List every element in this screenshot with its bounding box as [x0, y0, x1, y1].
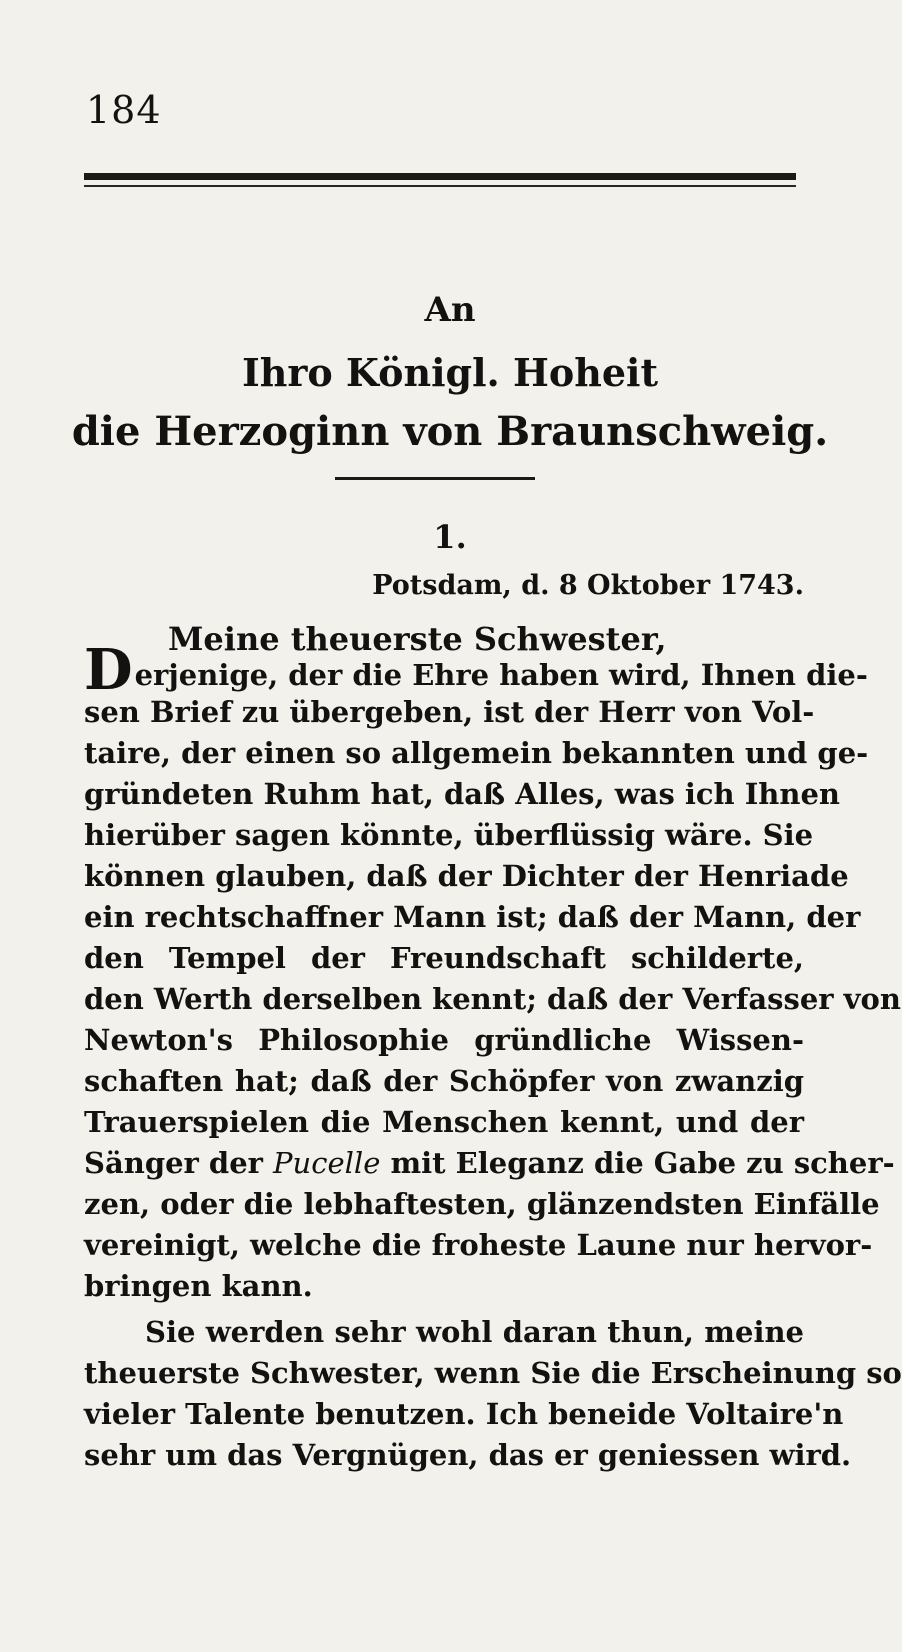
body-line: zen, oder die lebhaftesten, glänzendsten Einfälle [84, 1187, 880, 1221]
body-line: ein rechtschaffner Mann ist; daß der Mann, der [84, 900, 861, 934]
body-line: den Werth derselben kennt; daß der Verfasser von [84, 982, 901, 1016]
emphasized-title: Pucelle [273, 1146, 381, 1180]
body-line: bringen kann. [84, 1269, 313, 1303]
body-line: den Tempel der Freundschaft schilderte, [84, 941, 804, 975]
section-divider [335, 477, 535, 480]
body-line: gründeten Ruhm hat, daß Alles, was ich Ihnen [84, 777, 840, 811]
heading-title: Ihro Königl. Hoheit [241, 350, 659, 395]
line-text: Sänger der [84, 1146, 263, 1180]
body-line: Trauerspielen die Menschen kennt, und der [84, 1105, 804, 1139]
dateline: Potsdam, d. 8 Oktober 1743. [372, 570, 804, 601]
heading-subtitle: die Herzoginn von Braunschweig. [71, 408, 829, 455]
letter-number: 1. [433, 518, 467, 556]
body-line: hierüber sagen könnte, überflüssig wäre. Sie [84, 818, 814, 852]
body-line: Newton's Philosophie gründliche Wissen- [84, 1023, 804, 1057]
body-line: theuerste Schwester, wenn Sie die Erscheinung so [84, 1356, 902, 1390]
body-line [84, 1141, 895, 1185]
body-line: schaften hat; daß der Schöpfer von zwanzig [84, 1064, 804, 1098]
body-line: sen Brief zu übergeben, ist der Herr von Vol- [84, 695, 815, 729]
salutation: Meine theuerste Schwester, [168, 620, 667, 658]
body-line: taire, der einen so allgemein bekannten und ge- [84, 736, 869, 770]
body-line: Sie werden sehr wohl daran thun, meine [145, 1315, 804, 1349]
header-rule-thick [84, 173, 796, 180]
body-line: können glauben, daß der Dichter der Henriade [84, 859, 849, 893]
line-text: erjenige, der die Ehre haben wird, Ihnen die- [134, 658, 868, 692]
line-text: mit Eleganz die Gabe zu scher- [390, 1146, 895, 1180]
body-line: vereinigt, welche die froheste Laune nur hervor- [84, 1228, 873, 1262]
page-number: 184 [86, 88, 162, 132]
drop-cap: D [84, 637, 133, 703]
body-line: sehr um das Vergnügen, das er geniessen wird. [84, 1438, 852, 1472]
heading-address-prefix: An [424, 290, 476, 330]
body-line: vieler Talente benutzen. Ich beneide Voltaire'n [84, 1397, 844, 1431]
header-rule-thin [84, 185, 796, 187]
